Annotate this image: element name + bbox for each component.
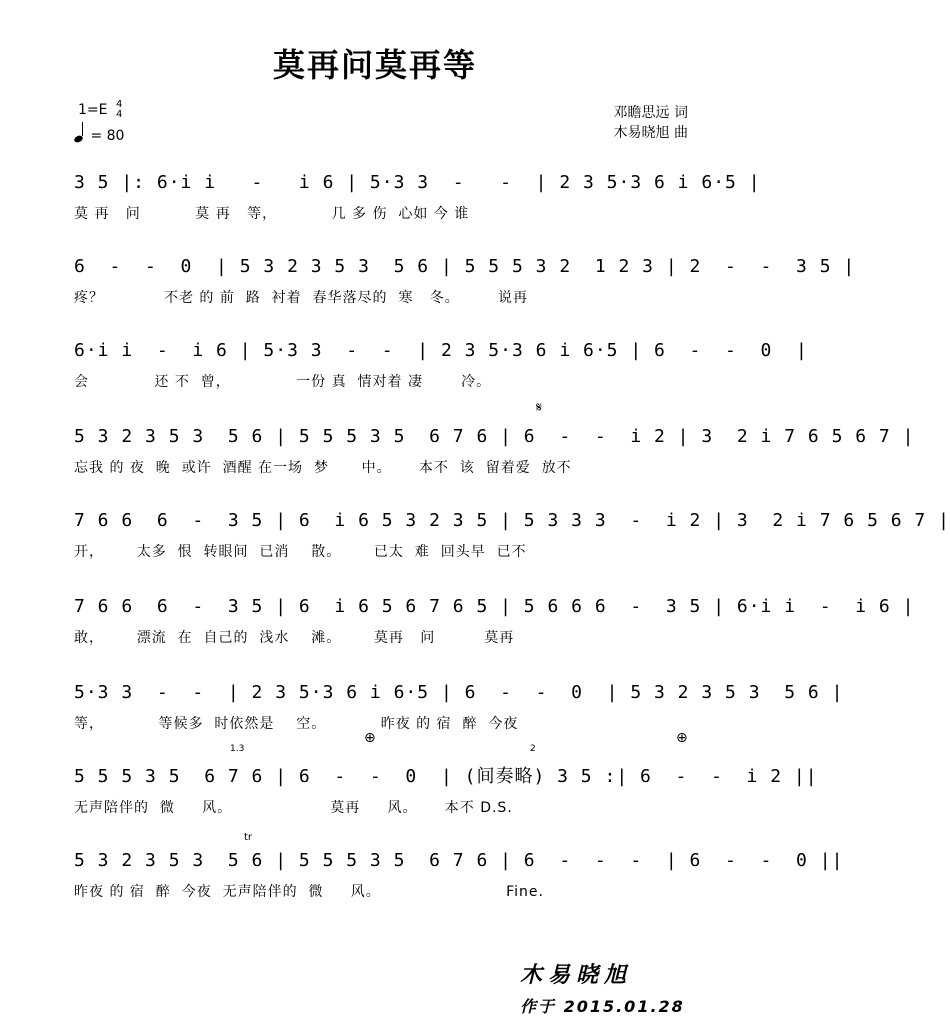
lyrics-line: 疼？ 不老 的 前 路 衬着 春华落尽的 寒 冬。 说再 [74,290,528,306]
lyrics-line: 无声陪伴的 微 风。 莫再 风。 本不 D.S. [74,800,513,816]
notation-line: 5 3 2 3 5 3 5 6 | 5 5 5 3 5 6 7 6 | 6 - - - | 6 - - 0 || [74,850,844,871]
time-top: 4 [115,99,123,110]
lyrics-line: 开， 太多 恨 转眼间 已消 散。 已太 难 回头早 已不 [74,544,527,560]
composition-date: 作于 2015.01.28 [520,997,685,1016]
song-title: 莫再问莫再等 [272,46,477,84]
lyrics-line: 昨夜 的 宿 醉 今夜 无声陪伴的 微 风。 Fine. [74,884,544,900]
score-row [74,766,818,816]
notation-line: 7 6 6 6 - 3 5 | 6 i 6 5 3 2 3 5 | 5 3 3 3 - i 2 | 3 2 i 7 6 5 6 7 | [74,510,950,531]
notation-line: 3 5 |: 6·i i - i 6 | 5·3 3 - - | 2 3 5·3 6 i 6·5 | [74,172,761,193]
key-signature [78,100,122,120]
trill-marking: tr [244,832,253,843]
lyrics-line: 敢， 漂流 在 自己的 浅水 滩。 莫再 问 莫再 [74,630,515,646]
tempo-value: = 80 [90,128,125,144]
time-signature [116,100,122,120]
score-row [74,426,915,476]
score-row [74,340,808,390]
lyrics-line: 忘我 的 夜 晚 或许 酒醒 在一场 梦 中。 本不 该 留着爱 放不 [74,460,572,476]
coda-icon: ⊕ [676,730,688,746]
coda-icon: ⊕ [364,730,376,746]
composer-credit: 木易晓旭 曲 [613,125,688,141]
tempo-marking [74,126,124,144]
score-row [74,172,761,222]
lyricist-credit: 邓瞻思远 词 [613,105,688,121]
score-row [74,850,844,900]
lyrics-line: 会 还 不 曾， 一份 真 情对着 凄 冷。 [74,374,492,390]
notation-line: 5 3 2 3 5 3 5 6 | 5 5 5 3 5 6 7 6 | 6 - - i 2 | 3 2 i 7 6 5 6 7 | [74,426,915,447]
lyrics-line: 莫 再 问 莫 再 等， 几 多 伤 心如 今 谁 [74,206,470,222]
score-row [74,256,856,306]
notation-line: 5·3 3 - - | 2 3 5·3 6 i 6·5 | 6 - - 0 | 5 3 2 3 5 3 5 6 | [74,682,844,703]
lyrics-line: 等， 等候多 时依然是 空。 昨夜 的 宿 醉 今夜 [74,716,519,732]
notation-line: 6 - - 0 | 5 3 2 3 5 3 5 6 | 5 5 5 3 2 1 2 3 | 2 - - 3 5 | [74,256,856,277]
time-bottom: 4 [115,109,123,120]
signature: 木易晓旭 [520,963,633,988]
score-row [74,596,915,646]
key-label: 1=E [78,102,108,118]
notation-line: 5 5 5 3 5 6 7 6 | 6 - - 0 | (间奏略) 3 5 :| 6 - - i 2 || [74,766,818,787]
score-row [74,682,844,732]
segno-icon: 𝄋 [536,400,543,416]
volta-first-ending: 1.3 [230,744,245,754]
score-row [74,510,950,560]
notation-line: 7 6 6 6 - 3 5 | 6 i 6 5 6 7 6 5 | 5 6 6 6 - 3 5 | 6·i i - i 6 | [74,596,915,617]
volta-second-ending: 2 [530,744,536,754]
notation-line: 6·i i - i 6 | 5·3 3 - - | 2 3 5·3 6 i 6·5 | 6 - - 0 | [74,340,808,361]
